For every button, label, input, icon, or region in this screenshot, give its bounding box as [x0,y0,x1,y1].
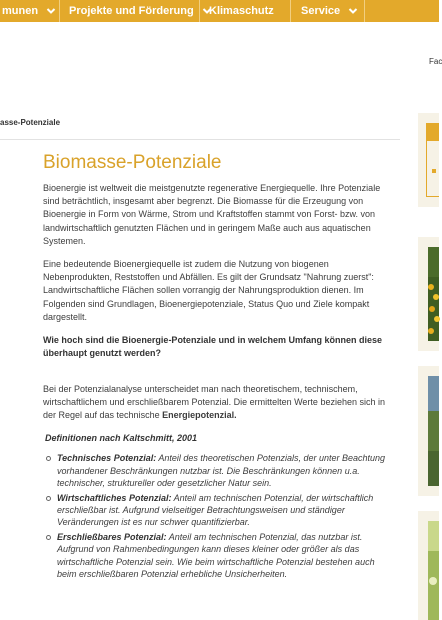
nav-item-label: munen [2,5,39,17]
definitions-heading: Definitionen nach Kaltschmitt, 2001 [45,433,198,444]
bullet-circle-icon [46,496,51,501]
nav-item-kommunen[interactable] [2,0,56,22]
nav-item-label: Klimaschutz [209,5,274,17]
nav-divider [59,0,60,22]
chevron-down-icon [46,6,56,16]
plant-image [428,521,439,620]
list-item [45,492,395,529]
analysis-bold: Energiepotenzial. [162,410,237,421]
analysis-paragraph [43,383,395,423]
definition-text: Anteil am technischen Potenzial, der wirtschaftlich erschließbar ist. Aufgrund vielseitiger Betrachtungsweisen und ständiger Veränderungen ist es nur schwer quantifizierbar. [57,492,374,528]
main-content [43,152,395,583]
nav-item-label: Service [301,5,341,17]
list-item [45,452,395,489]
definition-term: Erschließbares Potenzial: [57,531,167,542]
sidebar-teaser-card[interactable] [418,366,439,496]
section-question: Wie hoch sind die Bioenergie-Potenziale und in welchem Umfang können diese überhaupt genutzt werden? [43,335,382,359]
definition-text: Anteil am technischen Potenzial, das nutzbar ist. Aufgrund von Rahmenbedingungen kann dieses kleiner oder größer als das wirtschaftliche Potenzial sein. Wie beim wirtschaftliche Potenzial bestehen auch beim erschließbaren Potenzial erhebliche Unsicherheiten. [57,531,375,580]
sidebar-teaser-box[interactable] [418,113,439,207]
nav-divider [199,0,200,22]
divider [0,139,400,140]
breadcrumb: asse-Potenziale [0,118,61,127]
nav-item-klimaschutz[interactable] [209,0,274,22]
nav-divider [290,0,291,22]
intro-paragraph: Eine bedeutende Bioenergiequelle ist zudem die Nutzung von biogenen Nebenprodukten, Reststoffen und Abfällen. Es gilt der Grundsatz "Nahrung zuerst": Landwirtschaftliche Flächen sollen vorrangig der Nahrungsproduktion dienen. Im Folgenden sind Grundlagen, Bioenergiepotenziale, Status Quo und Ziele kompakt dargestellt. [43,259,374,322]
sunflower-field-image [428,247,439,341]
definition-term: Wirtschaftliches Potenzial: [57,492,172,503]
list-item [45,531,395,581]
page-title: Biomasse-Potenziale [43,152,222,173]
analysis-text: Bei der Potenzialanalyse unterscheidet man nach theoretischem, technischem, wirtschaftlichem und erschließbarem Potenzial. Die ermittelten Werte beziehen sich in der Regel auf das technische [43,383,385,421]
teaser-dot-icon [432,169,436,173]
nav-divider [364,0,365,22]
sidebar-teaser-card[interactable] [418,237,439,351]
nav-item-label: Projekte und Förderung [69,5,194,17]
top-navigation [0,0,439,22]
header-side-link[interactable]: Fac [429,57,442,66]
definition-text: Anteil des theoretischen Potenzials, der unter Beachtung vorhandener Beschränkungen nutzbar ist. Die Beschränkungen können u.a. technischer, struktureller oder gesetzlicher Natur sein. [57,453,386,489]
intro-paragraph: Bioenergie ist weltweit die meistgenutzte regenerative Energiequelle. Ihre Potenziale sind beträchtlich, insgesamt aber begrenzt. Die Biomasse für die Erzeugung von Bioenergie in Form von Wärme, Strom und Kraftstoffen stammt von Forst- bzw. von landwirtschaftlich genutzten Flächen und in geringem Maße auch aus aquatischen Systemen. [43,183,381,246]
landscape-image [428,376,439,486]
bullet-circle-icon [46,456,51,461]
definition-term: Technisches Potenzial: [57,453,157,464]
chevron-down-icon [348,6,358,16]
sidebar-teaser-card[interactable] [418,511,439,620]
nav-item-projekte[interactable] [69,0,212,22]
definitions-list [45,452,395,580]
bullet-circle-icon [46,535,51,540]
nav-item-service[interactable] [301,0,358,22]
teaser-header-bar [426,123,439,141]
